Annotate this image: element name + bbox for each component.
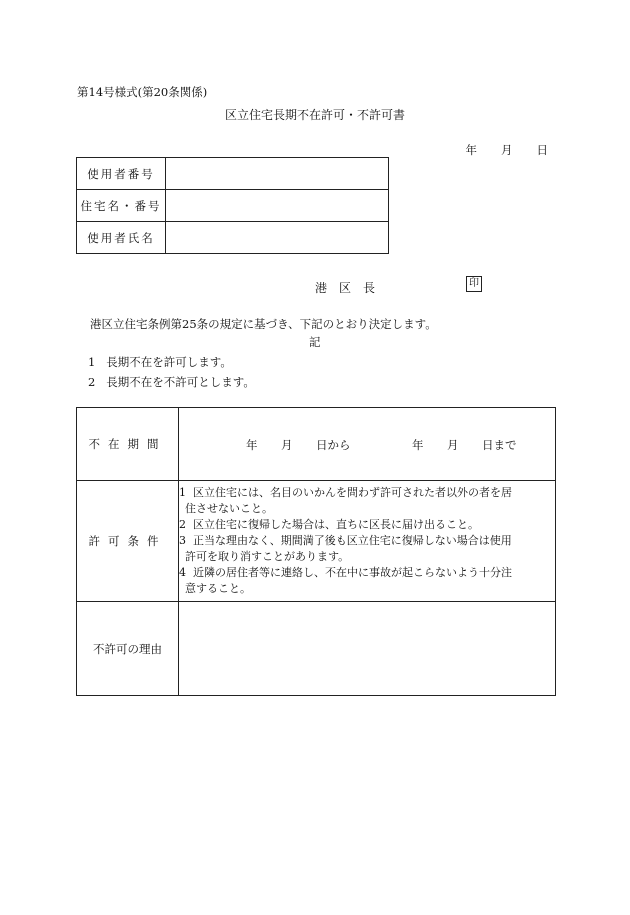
- form-number: 第14号様式(第20条関係): [77, 85, 208, 99]
- absence-details-table: [76, 407, 556, 696]
- absence-period-field[interactable]: [179, 408, 556, 481]
- option-deny: [88, 374, 255, 390]
- user-name-field[interactable]: [166, 222, 389, 254]
- table-row: [77, 190, 389, 222]
- condition-item: 4 近隣の居住者等に連絡し、不在中に事故が起こらないよう十分注 意すること。: [179, 566, 512, 595]
- denial-reason-field[interactable]: [179, 602, 556, 696]
- table-row: [77, 158, 389, 190]
- condition-item: 3 正当な理由なく、期間満了後も区立住宅に復帰しない場合は使用 許可を取り消すことがあります。: [179, 534, 512, 563]
- table-row: [77, 222, 389, 254]
- housing-name-field[interactable]: [166, 190, 389, 222]
- ki-heading: 記: [309, 335, 321, 349]
- from-year: 年: [246, 438, 258, 452]
- option-text: 長期不在を不許可とします。: [106, 375, 255, 389]
- user-number-field[interactable]: [166, 158, 389, 190]
- condition-item: 1 区立住宅には、名目のいかんを問わず許可された者以外の者を居 住させないこと。: [179, 486, 512, 515]
- date-year: 年: [465, 143, 477, 157]
- to-month: 月: [447, 438, 459, 452]
- from-month: 月: [281, 438, 293, 452]
- option-permit: [88, 354, 232, 370]
- option-text: 長期不在を許可します。: [106, 355, 232, 369]
- permit-conditions-label: 許可条件: [77, 481, 179, 602]
- absence-period-label: 不在期間: [77, 408, 179, 481]
- from-day: 日から: [316, 438, 351, 452]
- to-year: 年: [412, 438, 424, 452]
- table-row: [77, 602, 556, 696]
- option-number: 2: [88, 375, 96, 389]
- date-day: 日: [536, 143, 548, 157]
- document-title: 区立住宅長期不在許可・不許可書: [225, 108, 406, 122]
- seal-mark: 印: [466, 276, 482, 292]
- option-number: 1: [88, 355, 96, 369]
- issue-date: [466, 142, 549, 158]
- condition-item: 2 区立住宅に復帰した場合は、直ちに区長に届け出ること。: [179, 518, 479, 531]
- housing-name-label: 住宅名・番号: [77, 190, 166, 222]
- to-day: 日まで: [482, 438, 517, 452]
- user-name-label: 使用者氏名: [77, 222, 166, 254]
- permit-conditions-list: [179, 481, 556, 602]
- issuer-title: 港 区 長: [315, 281, 376, 295]
- denial-reason-label: 不許可の理由: [77, 602, 179, 696]
- table-row: [77, 408, 556, 481]
- table-row: [77, 481, 556, 602]
- date-month: 月: [501, 143, 513, 157]
- applicant-info-table: [76, 157, 389, 254]
- decision-text: 港区立住宅条例第25条の規定に基づき、下記のとおり決定します。: [90, 317, 437, 331]
- user-number-label: 使用者番号: [77, 158, 166, 190]
